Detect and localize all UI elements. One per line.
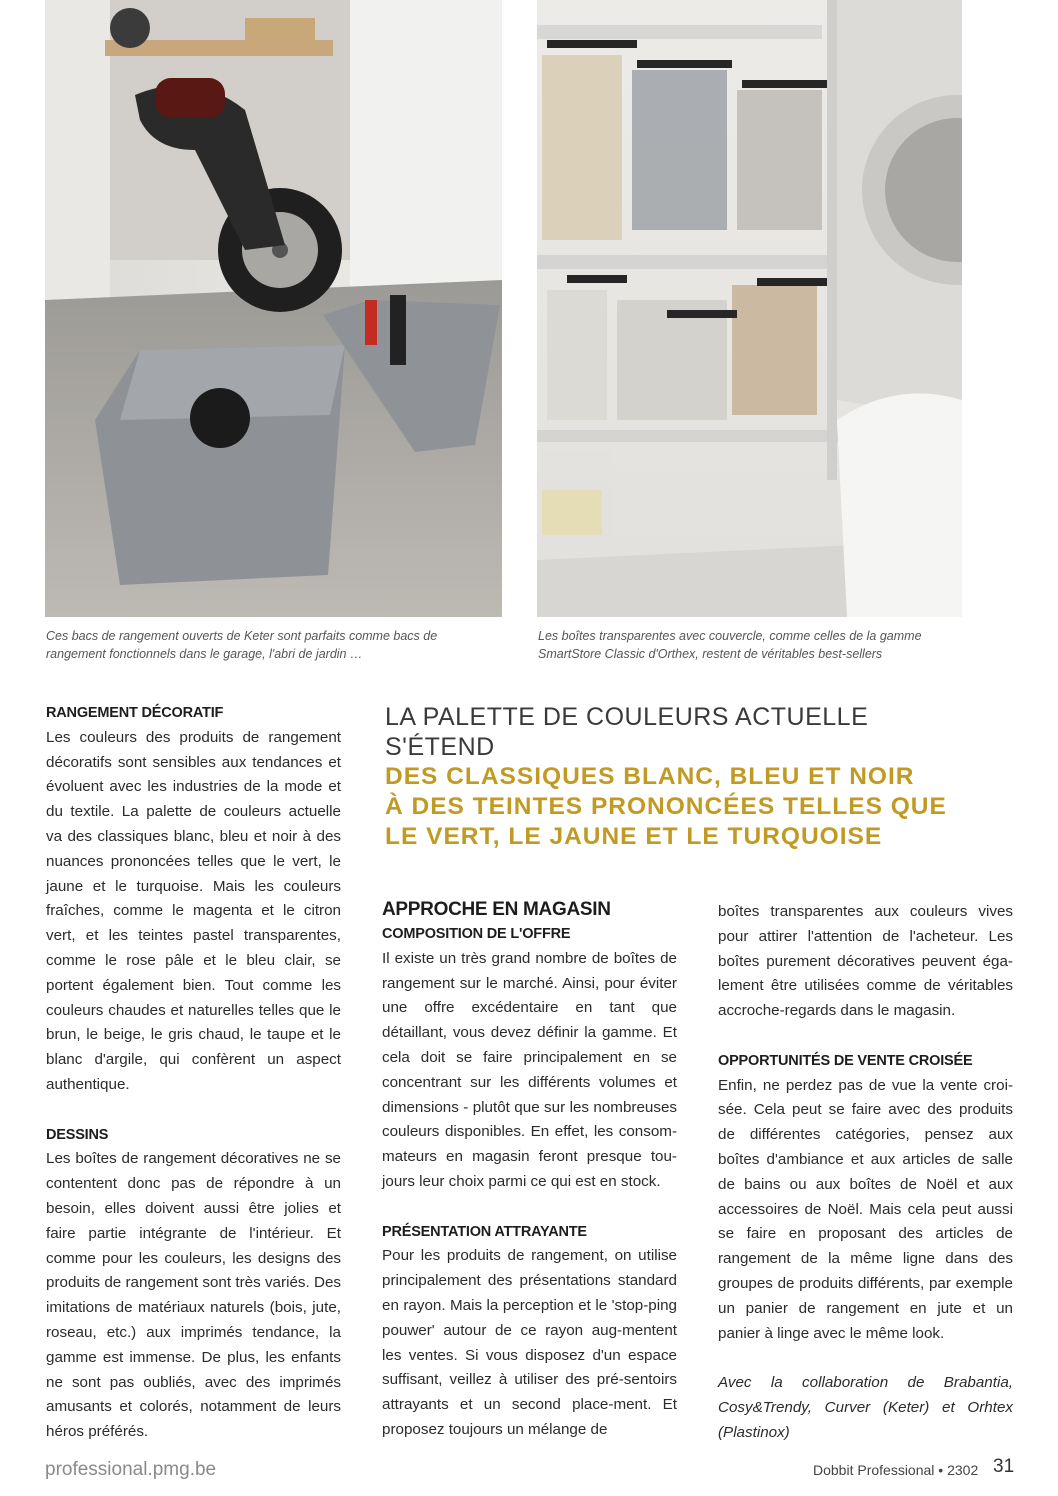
laundry-storage-illustration: [537, 0, 962, 617]
body-paragraph: Pour les produits de rangement, on utilise principalement des présentations standard en rayon. Mais la perception et le 'stop-ping pouwer' autour de ce rayon aug-mentent les ventes. Si vous disposez d'un espace suffisant, veillez à utiliser des pré-sentoirs attrayants et un second place-ment. Et proposez toujours un mélange de: [382, 1247, 677, 1438]
section-heading-decoratif: RANGEMENT DÉCORATIF: [46, 705, 224, 721]
caption-left: Ces bacs de rangement ouverts de Keter sont parfaits comme bacs de rangement fonctionnels dans le garage, l'abri de jardin …: [46, 629, 438, 661]
column-middle: [382, 898, 677, 1443]
body-paragraph: boîtes transparentes aux couleurs vives pour attirer l'attention de l'acheteur. Les boîtes purement décoratives peuvent éga-lement être utilisées comme de véritables accroche-regards dans le magasin.: [718, 903, 1013, 1020]
pull-quote-lead: LA PALETTE DE COULEURS ACTUELLE S'ÉTEND: [385, 703, 869, 761]
footer-magazine: Dobbit Professional • 2302: [813, 1462, 979, 1478]
section-heading-dessins: DESSINS: [46, 1126, 109, 1143]
column-right: [718, 900, 1013, 1446]
page-number: 31: [993, 1456, 1015, 1477]
body-paragraph: Enfin, ne perdez pas de vue la vente croi-sée. Cela peut se faire avec des produits de différentes catégories, pensez aux boîtes d'ambiance et aux articles de salle de bains ou aux boîtes de Noël et aux accessoires de Noël. Mais cela peut aussi se faire en proposant des articles de rangement de la même ligne dans des groupes de produits différents, par exemple un panier de rangement en jute et un panier à linge avec le même look.: [718, 1076, 1013, 1342]
pull-quote-line: LE VERT, LE JAUNE ET LE TURQUOISE: [385, 823, 883, 850]
body-paragraph: Les boîtes de rangement décoratives ne se contentent donc pas de répondre à un besoin, elles doivent aussi être jolies et faire partie intégrante de l'intérieur. Et comme pour les couleurs, les designs des produits de rangement sont très variés. Des imitations de matériaux naturels (bois, jute, roseau, etc.) aux imprimés tendance, la gamme est immense. De plus, les enfants ne sont pas oubliés, avec des imprimés amusants et colorés, notamment de leurs héros préférés.: [46, 1150, 341, 1441]
pull-quote-line: DES CLASSIQUES BLANC, BLEU ET NOIR: [385, 763, 915, 790]
caption-right: Les boîtes transparentes avec couvercle, comme celles de la gamme SmartStore Classic d'Orthex, restent de véritables best-sellers: [538, 629, 922, 661]
section-heading-presentation: PRÉSENTATION ATTRAYANTE: [382, 1223, 587, 1240]
pull-quote-line: À DES TEINTES PRONONCÉES TELLES QUE: [385, 793, 947, 820]
body-paragraph: Il existe un très grand nombre de boîtes de rangement sur le marché. Ainsi, pour éviter une offre excédentaire en tant que détaillant, vous devez définir la gamme. Et cela doit se faire principalement en se concentrant sur les différents volumes et dimensions - plutôt que sur les nombreuses couleurs disponibles. En effet, les consom-mateurs en magasin feront presque tou-jours leur choix parmi ce qui est en stock.: [382, 949, 677, 1190]
garage-storage-photo: [45, 0, 502, 617]
body-paragraph: Les couleurs des produits de rangement décoratifs sont sensibles aux tendances et évoluent avec les industries de la mode et du textile. La palette de couleurs actuelle va des classiques blanc, bleu et noir à des nuances prononcées telles que le vert, le jaune et le turquoise. Mais les couleurs fraîches, comme le magenta et le citron vert, et les teintes pastel transparentes, comme le rose pâle et le bleu clair, se portent également bien. Tout comme les couleurs chaudes et naturelles telles que le brun, le beige, le gris chaud, le taupe et le blanc d'argile, qui confèrent un aspect authentique.: [46, 728, 341, 1093]
column-left: [46, 701, 341, 1445]
section-heading-vente-croisee: OPPORTUNITÉS DE VENTE CROISÉE: [718, 1052, 973, 1069]
section-title-approche: APPROCHE EN MAGASIN: [382, 899, 611, 920]
section-heading-composition: COMPOSITION DE L'OFFRE: [382, 926, 571, 942]
pull-quote: [385, 702, 985, 852]
footer-url[interactable]: professional.pmg.be: [45, 1459, 217, 1480]
garage-storage-illustration: [45, 0, 502, 617]
laundry-storage-photo: [537, 0, 962, 617]
credits: Avec la collaboration de Brabantia, Cosy&Trendy, Curver (Keter) et Orhtex (Plastinox): [718, 1374, 1013, 1441]
